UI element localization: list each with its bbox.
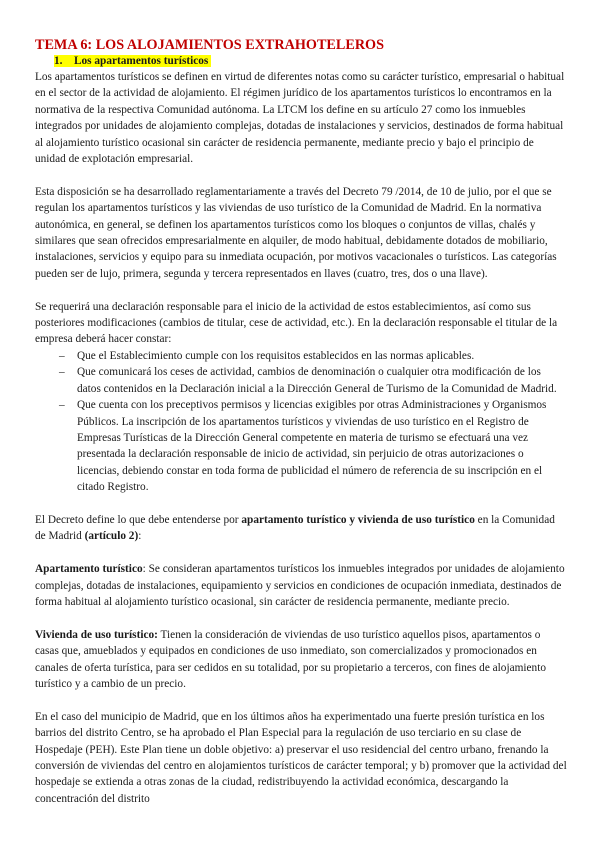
text-span: : — [138, 530, 142, 543]
list-item: – Que cuenta con los preceptivos permisos y licencias exigibles por otras Administraciones y Organismos Públicos. La inscripción de los apartamentos turísticos y viviendas de uso turístico en el Registro de Empresas Turísticas de la Dirección General competente en materia de turismo se efectuará una vez presentada la declaración responsable de inicio de actividad, sin perjuicio de otras autorizaciones o licencias, debiendo constar en toda forma de publicidad el número de referencia de su inscripción en el citado Registro. — [59, 397, 567, 495]
paragraph-madrid: En el caso del municipio de Madrid, que en los últimos años ha experimentado una fuerte presión turística en los barrios del distrito Centro, se ha aprobado el Plan Especial para la regulación de uso terciario en su clase de Hospedaje (PEH). Este Plan tiene un doble objetivo: a) preservar el uso residencial del centro urbano, frenando la conversión de viviendas del centro en alojamientos turísticos de carácter temporal; y b) promover que la actividad del hospedaje se extienda a otras zonas de la ciudad, redistribuyendo la actividad económica, descargando la concentración del distrito — [35, 710, 567, 805]
list-item: – Que el Establecimiento cumple con los requisitos establecidos en las normas aplicables. — [59, 348, 567, 364]
page-title: TEMA 6: LOS ALOJAMIENTOS EXTRAHOTELEROS — [35, 37, 384, 53]
paragraph-definition — [35, 512, 567, 545]
term-apartamento: Apartamento turístico — [35, 563, 143, 576]
paragraph-intro: Los apartamentos turísticos se definen en virtud de diferentes notas como su carácter turístico, empresarial o habitual en el sector de la actividad de alojamiento. El régimen jurídico de los apartamentos turísticos lo encontramos en la normativa de la respectiva Comunidad autónoma. La LTCM los define en su artículo 27 como los inmuebles integrados por unidades de alojamiento complejas, dotadas de instalaciones y servicios, destinados de forma habitual al alojamiento turístico ocasional sin carácter de residencia permanente, mediante precio y bajo el principio de unidad de explotación empresarial. — [35, 71, 565, 166]
document-body — [35, 36, 567, 807]
section-heading — [54, 54, 567, 69]
paragraph-decree: Esta disposición se ha desarrollado reglamentariamente a través del Decreto 79 /2014, de 10 de julio, por el que se regulan los apartamentos turísticos y las viviendas de uso turístico de la Comunidad de Madrid. En la normativa autonómica, en general, se definen los apartamentos turísticos como los bloques o conjuntos de villas, chalés y similares que sean ofrecidos empresarialmente en alquiler, de modo habitual, debidamente dotados de mobiliario, instalaciones, servicios y equipo para su inmediata ocupación, por motivos vacacionales o turísticos. Las categorías pueden ser de lujo, primera, segunda y tercera representados en llaves (cuatro, tres, dos o una llave). — [35, 185, 557, 280]
definition-text: Tienen la consideración de viviendas de uso turístico aquellos pisos, apartamentos o casas que, amueblados y equipados en condiciones de uso inmediato, son comercializados y promocionados en canales de oferta turística, para ser cedidos en su totalidad, por su propietario a terceros, con fines de alojamiento turístico y a cambio de un precio. — [35, 628, 546, 690]
definition-text: : Se consideran apartamentos turísticos los inmuebles integrados por unidades de alojamiento complejas, dotadas de instalaciones, equipamiento y servicios en condiciones de ocupación inmediata, destinados de forma habitual al alojamiento turístico ocasional, sin carácter de residencia permanente, mediante precio. — [35, 563, 565, 608]
list-item: – Que comunicará los ceses de actividad, cambios de denominación o cualquier otra modificación de los datos contenidos en la Declaración inicial a la Dirección General de Turismo de la Comunidad de Madrid. — [59, 364, 567, 397]
section-number: 1. — [54, 55, 63, 67]
section-heading-highlight — [54, 55, 211, 67]
bold-article: (artículo 2) — [84, 530, 139, 543]
requirements-list — [35, 348, 567, 496]
paragraph-vivienda — [35, 627, 567, 693]
text-span: en la Comunidad de Madrid — [35, 513, 555, 543]
paragraph-declaration: Se requerirá una declaración responsable para el inicio de la actividad de estos establecimientos, así como sus posteriores modificaciones (cambios de titular, cese de actividad, etc.). En la declaración responsable el titular de la empresa deberá hacer constar: — [35, 300, 558, 346]
text-span: El Decreto define lo que debe entenderse por — [35, 513, 242, 526]
paragraph-apartamento — [35, 561, 567, 610]
term-vivienda: Vivienda de uso turístico: — [35, 628, 158, 641]
bold-term: apartamento turístico y vivienda de uso turístico — [241, 513, 475, 526]
section-title: Los apartamentos turísticos — [74, 55, 209, 67]
